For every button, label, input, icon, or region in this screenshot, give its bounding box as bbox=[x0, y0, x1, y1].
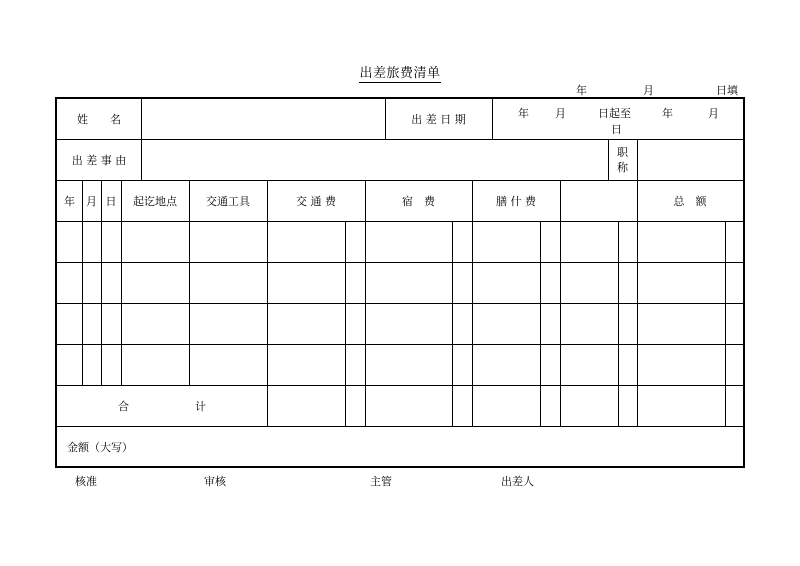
sub-col-divider bbox=[540, 221, 541, 426]
trip-date-field[interactable] bbox=[493, 100, 743, 138]
row-divider bbox=[57, 262, 743, 263]
sub-col-divider bbox=[618, 221, 619, 426]
col-header-vehicle: 交通工具 bbox=[206, 194, 250, 208]
trip-date-label: 出 差 日 期 bbox=[411, 113, 466, 126]
col-header-transport-fee: 交 通 费 bbox=[296, 194, 336, 208]
sub-col-divider bbox=[452, 221, 453, 426]
position-label: 职 称 bbox=[617, 145, 628, 174]
col-header-blank bbox=[560, 180, 637, 221]
amount-words-label: 金额（大写） bbox=[67, 441, 133, 454]
trip-day-from: 日起至 bbox=[598, 107, 631, 120]
col-header-day: 日 bbox=[105, 194, 117, 208]
col-header-lodging-fee: 宿 费 bbox=[402, 194, 435, 208]
name-label: 姓 名 bbox=[77, 113, 121, 126]
col-header-total: 总 额 bbox=[673, 194, 707, 208]
sub-col-divider bbox=[725, 221, 726, 426]
trip-month-1: 月 bbox=[555, 107, 566, 120]
fill-year: 年 bbox=[576, 84, 587, 97]
form-title: 出差旅费清单 bbox=[359, 66, 441, 81]
review-signature: 审核 bbox=[204, 475, 226, 488]
trip-day-end: 日 bbox=[611, 123, 622, 136]
row-divider bbox=[57, 344, 743, 345]
col-header-meal-fee: 膳 什 费 bbox=[496, 194, 536, 208]
row-divider bbox=[57, 221, 743, 222]
trip-year-1: 年 bbox=[518, 107, 529, 120]
col-header-year: 年 bbox=[64, 194, 75, 208]
col-header-places: 起讫地点 bbox=[133, 194, 177, 208]
travel-expense-form bbox=[55, 97, 745, 468]
traveler-signature: 出差人 bbox=[501, 475, 534, 488]
row-divider bbox=[57, 303, 743, 304]
amount-words-field[interactable] bbox=[157, 427, 743, 467]
fill-day: 日填 bbox=[716, 84, 738, 97]
name-field[interactable] bbox=[142, 100, 384, 138]
sub-col-divider bbox=[345, 221, 346, 426]
position-field[interactable] bbox=[638, 140, 743, 179]
col-header-month: 月 bbox=[86, 194, 97, 208]
trip-month-2: 月 bbox=[708, 107, 719, 120]
subtotal-label: 合 计 bbox=[118, 399, 206, 413]
approve-signature: 核准 bbox=[75, 475, 97, 488]
fill-month: 月 bbox=[643, 84, 654, 97]
supervisor-signature: 主管 bbox=[370, 475, 392, 488]
trip-year-2: 年 bbox=[662, 107, 673, 120]
reason-label: 出 差 事 由 bbox=[71, 153, 127, 167]
reason-field[interactable] bbox=[142, 140, 607, 179]
